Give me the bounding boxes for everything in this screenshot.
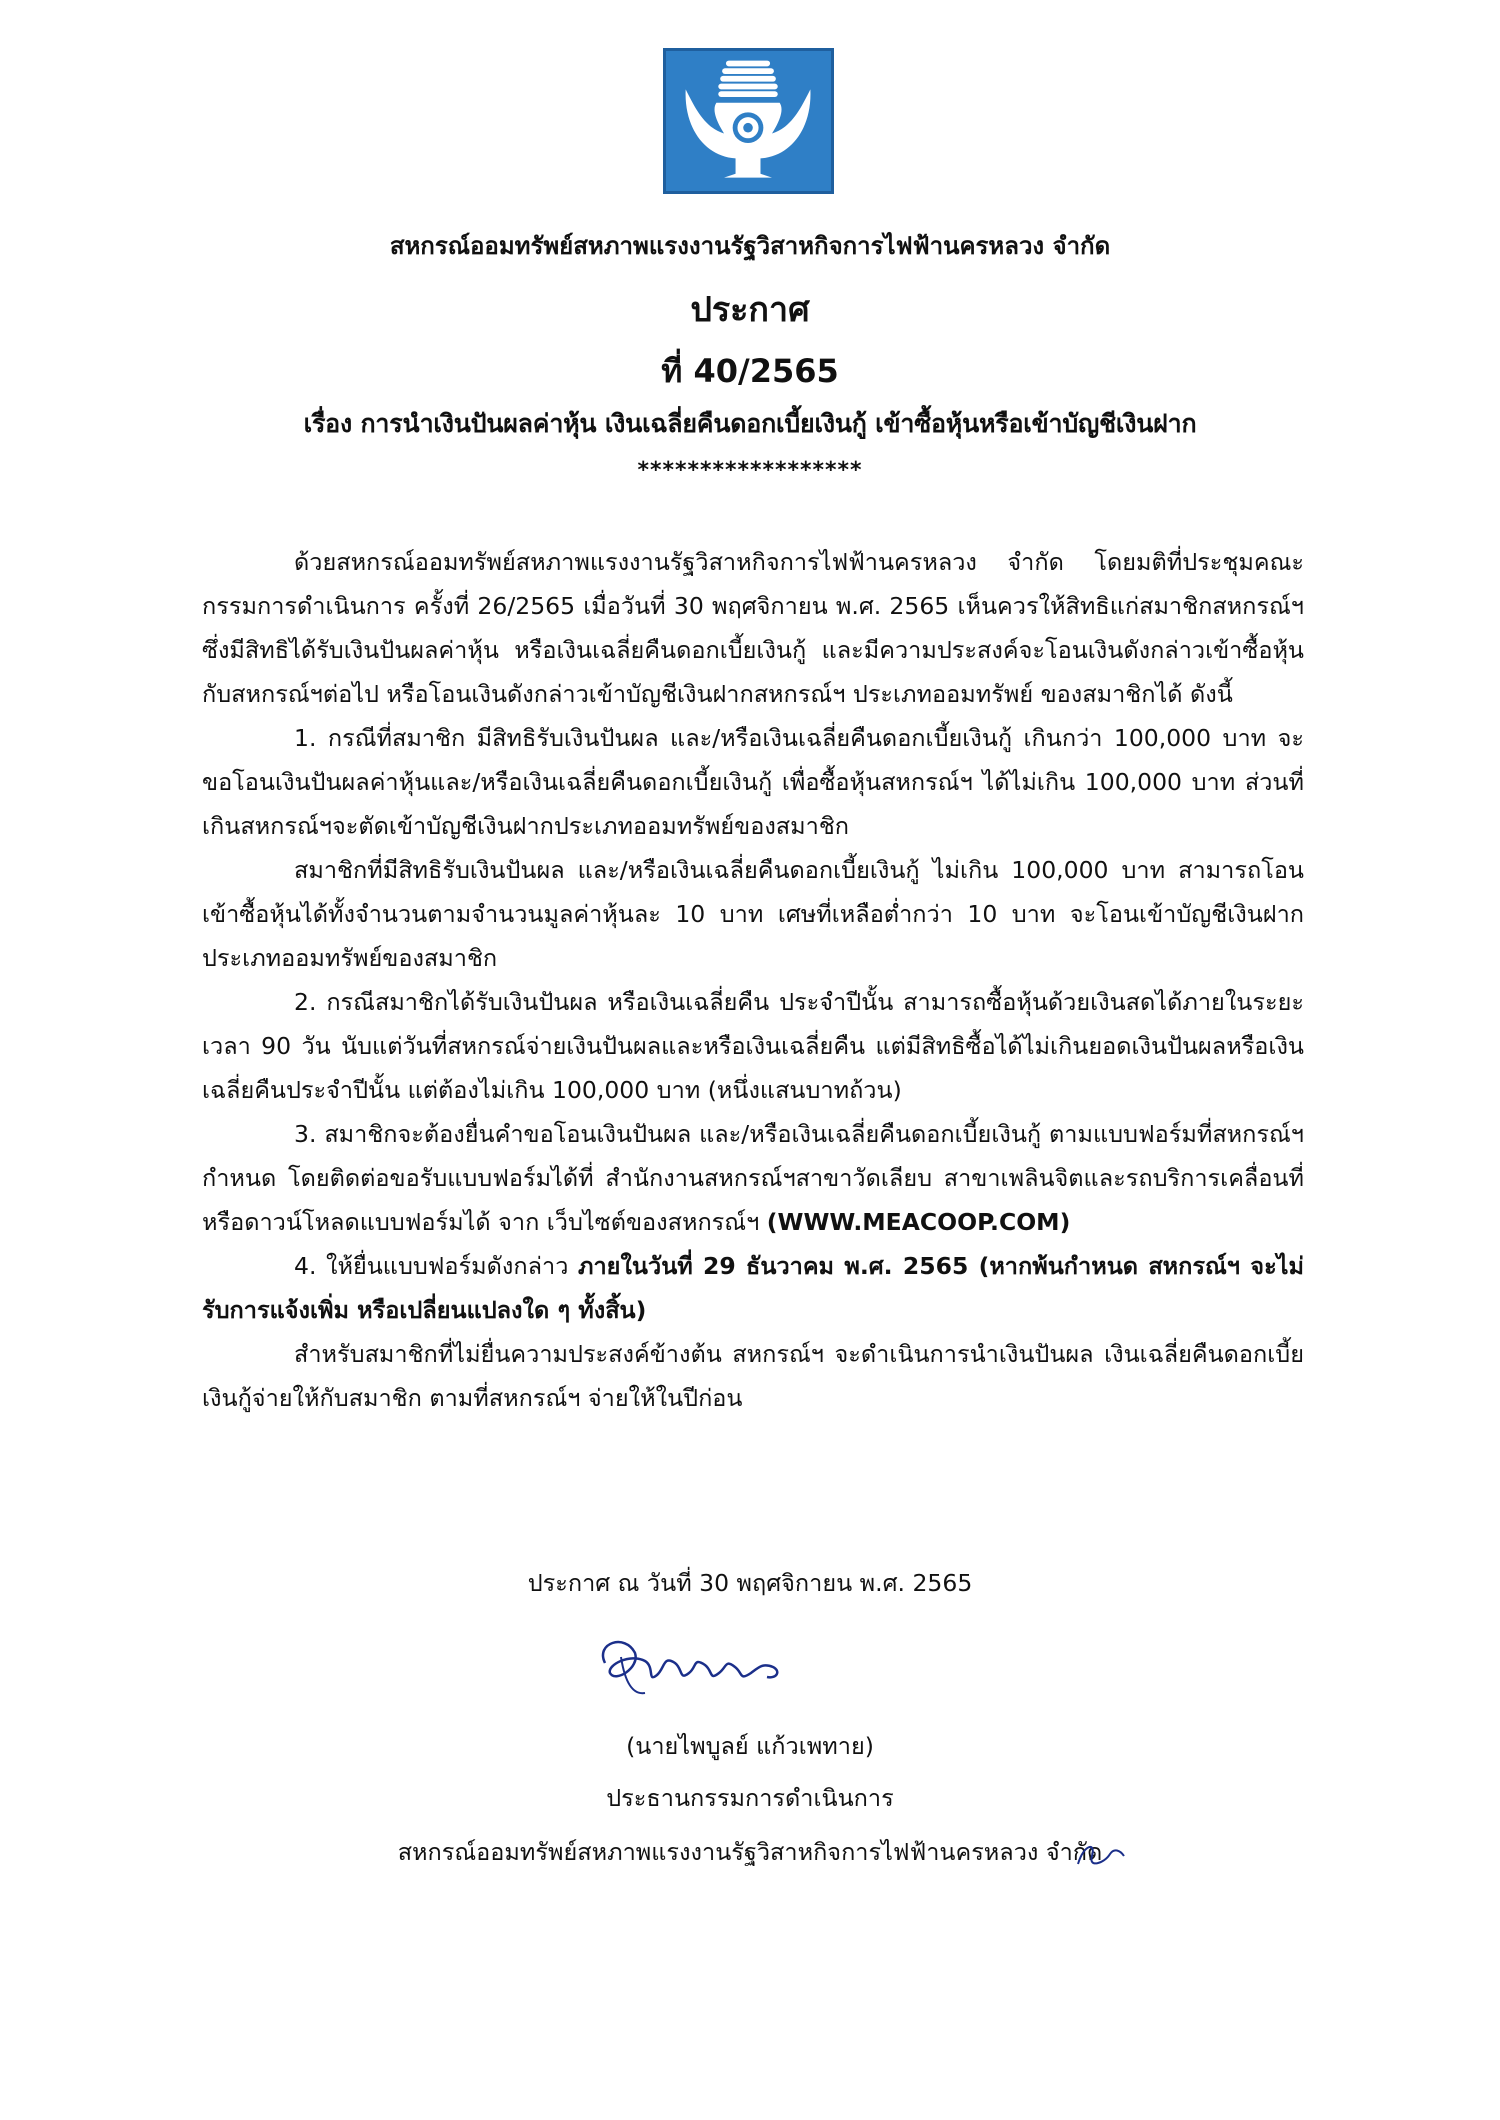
intro-paragraph: ด้วยสหกรณ์ออมทรัพย์สหภาพแรงงานรัฐวิสาหกิจการไฟฟ้านครหลวง จำกัด โดยมติที่ประชุมคณะกรรมการดำเนินการ ครั้งที่ 26/2565 เมื่อวันที่ 30 พฤศจิกายน พ.ศ. 2565 เห็นควรให้สิทธิแก่สมาชิกสหกรณ์ฯ ซึ่งมีสิทธิได้รับเงินปันผลค่าหุ้น หรือเงินเฉลี่ยคืนดอกเบี้ยเงินกู้ และมีความประสงค์จะโอนเงินดังกล่าวเข้าซื้อหุ้นกับสหกรณ์ฯต่อไป หรือโอนเงินดังกล่าวเข้าบัญชีเงินฝากสหกรณ์ฯ ประเภทออมทรัพย์ ของสมาชิกได้ ดังนี้: [202, 548, 1304, 708]
closing-paragraph: สำหรับสมาชิกที่ไม่ยื่นความประสงค์ข้างต้น สหกรณ์ฯ จะดำเนินการนำเงินปันผล เงินเฉลี่ยคืนดอกเบี้ยเงินกู้จ่ายให้กับสมาชิก ตามที่สหกรณ์ฯ จ่ายให้ในปีก่อน: [202, 1340, 1304, 1412]
signer-position: ประธานกรรมการดำเนินการ: [606, 1784, 894, 1812]
announcement-subject: เรื่อง การนำเงินปันผลค่าหุ้น เงินเฉลี่ยคืนดอกเบี้ยเงินกู้ เข้าซื้อหุ้นหรือเข้าบัญชีเงินฝาก: [303, 409, 1197, 438]
item-4-paragraph: [202, 1244, 1304, 1332]
announcement-date: ประกาศ ณ วันที่ 30 พฤศจิกายน พ.ศ. 2565: [527, 1569, 973, 1597]
item-4-lead: 4. ให้ยื่นแบบฟอร์มดังกล่าว: [294, 1252, 569, 1280]
item-1b-paragraph: สมาชิกที่มีสิทธิรับเงินปันผล และ/หรือเงินเฉลี่ยคืนดอกเบี้ยเงินกู้ ไม่เกิน 100,000 บาท สามารถโอนเข้าซื้อหุ้นได้ทั้งจำนวนตามจำนวนมูลค่าหุ้นละ 10 บาท เศษที่เหลือต่ำกว่า 10 บาท จะโอนเข้าบัญชีเงินฝากประเภทออมทรัพย์ของสมาชิก: [202, 856, 1304, 972]
initial-scribble-icon: [1070, 1834, 1130, 1874]
separator-stars: ******************: [637, 458, 863, 483]
item-4-deadline: ภายในวันที่ 29 ธันวาคม พ.ศ. 2565 (หากพ้นกำหนด สหกรณ์ฯ จะไม่รับการแจ้งเพิ่ม หรือเปลี่ยนแปลงใด ๆ ทั้งสิ้น): [202, 1252, 1304, 1324]
cooperative-logo: [663, 48, 834, 194]
announcement-number: ที่ 40/2565: [661, 352, 839, 390]
signature: [585, 1623, 805, 1703]
item-1-paragraph: 1. กรณีที่สมาชิก มีสิทธิรับเงินปันผล และ/หรือเงินเฉลี่ยคืนดอกเบี้ยเงินกู้ เกินกว่า 100,000 บาท จะขอโอนเงินปันผลค่าหุ้นและ/หรือเงินเฉลี่ยคืนดอกเบี้ยเงินกู้ เพื่อซื้อหุ้นสหกรณ์ฯ ได้ไม่เกิน 100,000 บาท ส่วนที่เกินสหกรณ์ฯจะตัดเข้าบัญชีเงินฝากประเภทออมทรัพย์ของสมาชิก: [202, 724, 1304, 840]
document-type-heading: ประกาศ: [690, 290, 810, 330]
signer-organization: สหกรณ์ออมทรัพย์สหภาพแรงงานรัฐวิสาหกิจการไฟฟ้านครหลวง จำกัด: [397, 1838, 1103, 1866]
item-2-paragraph: 2. กรณีสมาชิกได้รับเงินปันผล หรือเงินเฉลี่ยคืน ประจำปีนั้น สามารถซื้อหุ้นด้วยเงินสดได้ภายในระยะเวลา 90 วัน นับแต่วันที่สหกรณ์จ่ายเงินปันผลและหรือเงินเฉลี่ยคืน แต่มีสิทธิซื้อได้ไม่เกินยอดเงินปันผลหรือเงินเฉลี่ยคืนประจำปีนั้น แต่ต้องไม่เกิน 100,000 บาท (หนึ่งแสนบาทถ้วน): [202, 988, 1304, 1104]
initial-mark: [1070, 1834, 1130, 1874]
item-3-text: 3. สมาชิกจะต้องยื่นคำขอโอนเงินปันผล และ/หรือเงินเฉลี่ยคืนดอกเบี้ยเงินกู้ ตามแบบฟอร์มที่สหกรณ์ฯ กำหนด โดยติดต่อขอรับแบบฟอร์มได้ที่ สำนักงานสหกรณ์ฯสาขาวัดเลียบ สาขาเพลินจิตและรถบริการเคลื่อนที่ หรือดาวน์โหลดแบบฟอร์มได้ จาก เว็บไซต์ของสหกรณ์ฯ: [202, 1120, 1304, 1236]
logo-emblem-icon: [666, 51, 831, 191]
signer-name: (นายไพบูลย์ แก้วเพทาย): [626, 1732, 874, 1760]
signature-icon: [585, 1623, 805, 1703]
organization-title: สหกรณ์ออมทรัพย์สหภาพแรงงานรัฐวิสาหกิจการไฟฟ้านครหลวง จำกัด: [389, 232, 1111, 260]
announcement-body: [202, 540, 1304, 1420]
website-url: (WWW.MEACOOP.COM): [766, 1208, 1071, 1236]
item-3-paragraph: [202, 1112, 1304, 1244]
